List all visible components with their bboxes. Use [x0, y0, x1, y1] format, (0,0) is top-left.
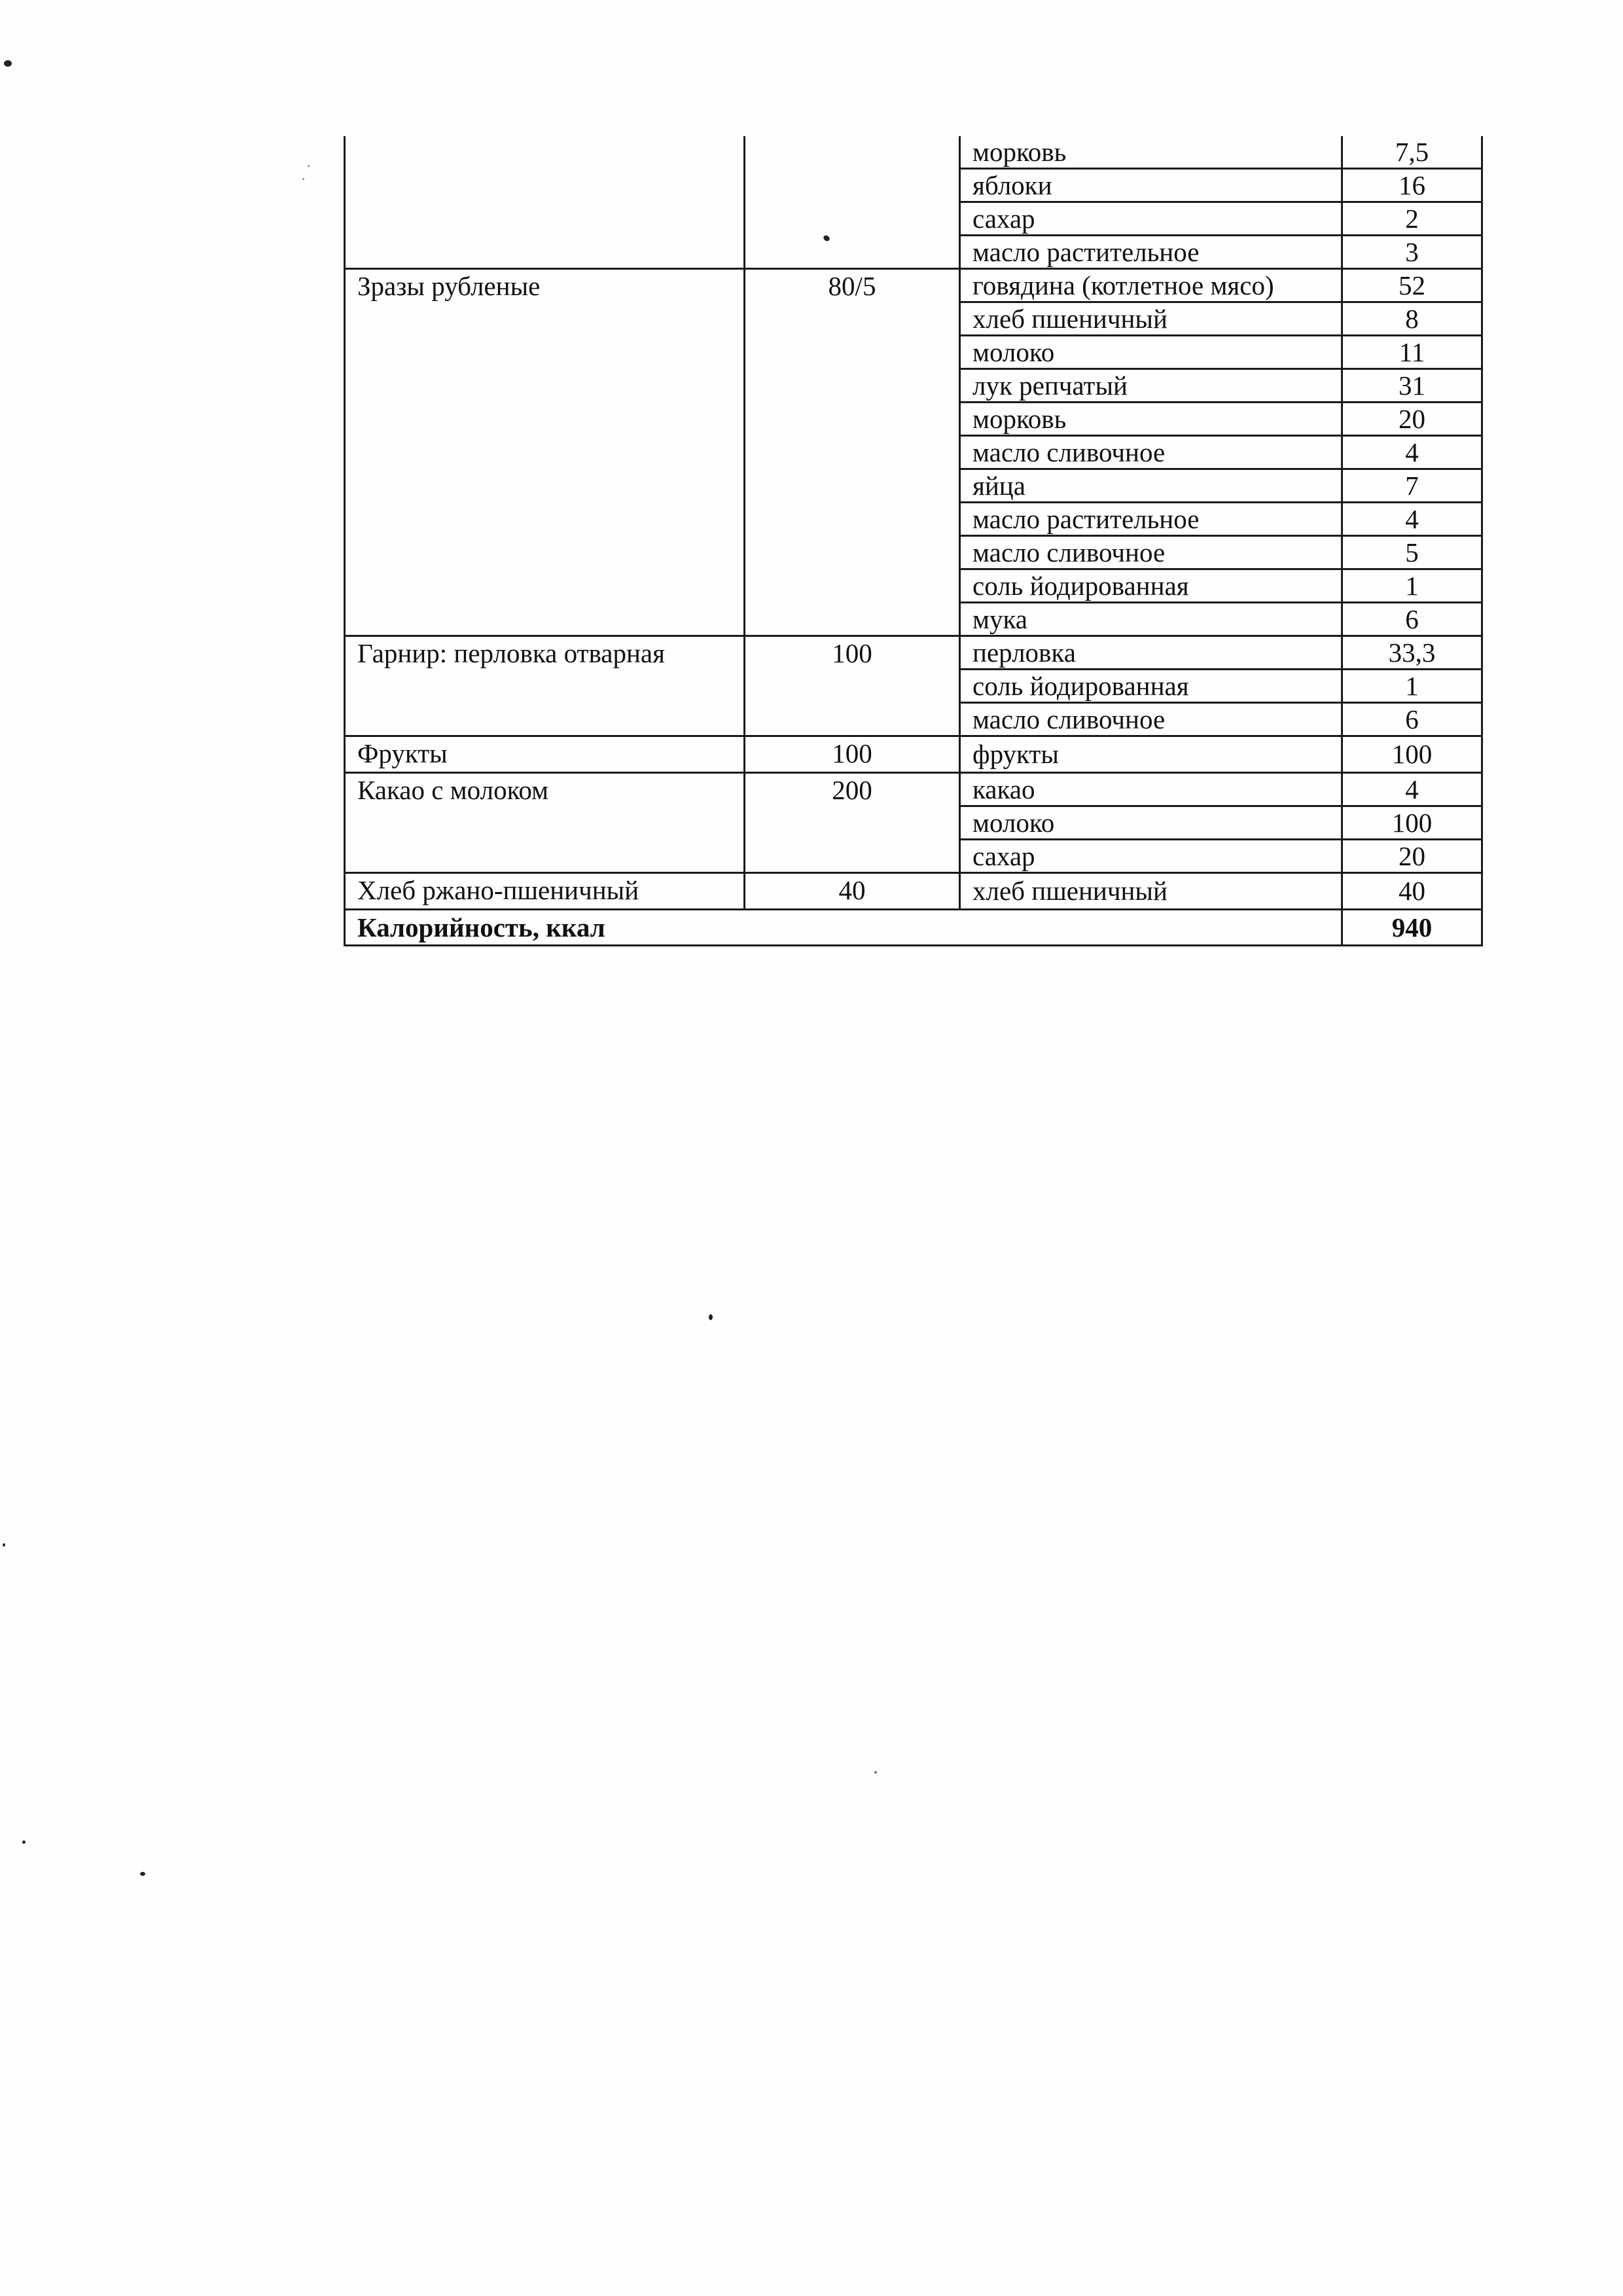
dish-name-cell: Какао с молоком	[345, 773, 745, 873]
ingredient-qty-cell: 4	[1342, 773, 1482, 806]
ingredient-qty-cell: 11	[1342, 336, 1482, 369]
scan-speck	[302, 178, 304, 180]
ingredient-name-cell: сахар	[960, 840, 1342, 873]
ingredient-name-cell: морковь	[960, 403, 1342, 436]
ingredient-qty-cell: 1	[1342, 670, 1482, 703]
dish-yield-cell: 200	[745, 773, 960, 873]
menu-table-body	[345, 136, 1482, 946]
scan-speck	[22, 1840, 26, 1844]
ingredient-name-cell: масло сливочное	[960, 703, 1342, 736]
table-row	[345, 636, 1482, 670]
ingredient-name-cell: яйца	[960, 469, 1342, 503]
ingredient-qty-cell: 7,5	[1342, 136, 1482, 169]
ingredient-qty-cell: 16	[1342, 169, 1482, 202]
scan-speck	[4, 60, 12, 67]
ingredient-qty-cell: 31	[1342, 369, 1482, 403]
table-row	[345, 773, 1482, 806]
ingredient-name-cell: соль йодированная	[960, 569, 1342, 603]
dish-yield-cell: 80/5	[745, 269, 960, 636]
ingredient-qty-cell: 52	[1342, 269, 1482, 302]
ingredient-name-cell: говядина (котлетное мясо)	[960, 269, 1342, 302]
ingredient-qty-cell: 4	[1342, 503, 1482, 536]
ingredient-name-cell: лук репчатый	[960, 369, 1342, 403]
ingredient-name-cell: хлеб пшеничный	[960, 302, 1342, 336]
dish-name-cell: Хлеб ржано-пшеничный	[345, 873, 745, 910]
scan-speck	[140, 1872, 145, 1876]
scan-speck	[308, 165, 310, 167]
ingredient-name-cell: молоко	[960, 336, 1342, 369]
ingredient-name-cell: масло растительное	[960, 236, 1342, 269]
ingredient-qty-cell: 1	[1342, 569, 1482, 603]
dish-yield-cell: 40	[745, 873, 960, 910]
calorie-value: 940	[1342, 910, 1482, 946]
total-row	[345, 910, 1482, 946]
ingredient-name-cell: перловка	[960, 636, 1342, 670]
ingredient-qty-cell: 4	[1342, 436, 1482, 469]
dish-name-cell: Зразы рубленые	[345, 269, 745, 636]
ingredient-qty-cell: 2	[1342, 202, 1482, 236]
ingredient-qty-cell: 20	[1342, 403, 1482, 436]
ingredient-qty-cell: 100	[1342, 806, 1482, 840]
ingredient-qty-cell: 8	[1342, 302, 1482, 336]
ingredient-name-cell: сахар	[960, 202, 1342, 236]
ingredient-qty-cell: 100	[1342, 736, 1482, 773]
scan-speck	[3, 1543, 5, 1547]
ingredient-qty-cell: 7	[1342, 469, 1482, 503]
dish-yield-cell: 100	[745, 736, 960, 773]
ingredient-name-cell: соль йодированная	[960, 670, 1342, 703]
ingredient-name-cell: молоко	[960, 806, 1342, 840]
table-row	[345, 873, 1482, 910]
ingredient-qty-cell: 6	[1342, 703, 1482, 736]
ingredient-name-cell: фрукты	[960, 736, 1342, 773]
ingredient-name-cell: масло сливочное	[960, 536, 1342, 569]
ingredient-name-cell: масло растительное	[960, 503, 1342, 536]
dish-name-cell: Гарнир: перловка отварная	[345, 636, 745, 736]
calorie-label: Калорийность, ккал	[345, 910, 1342, 946]
menu-table	[344, 136, 1483, 946]
ingredient-name-cell: морковь	[960, 136, 1342, 169]
ingredient-qty-cell: 20	[1342, 840, 1482, 873]
scan-speck	[709, 1314, 713, 1320]
table-row	[345, 269, 1482, 302]
ingredient-name-cell: хлеб пшеничный	[960, 873, 1342, 910]
ingredient-qty-cell: 40	[1342, 873, 1482, 910]
ingredient-name-cell: мука	[960, 603, 1342, 636]
scan-speck	[874, 1771, 877, 1774]
ingredient-name-cell: масло сливочное	[960, 436, 1342, 469]
table-row	[345, 736, 1482, 773]
ingredient-name-cell: яблоки	[960, 169, 1342, 202]
dish-name-cell: Фрукты	[345, 736, 745, 773]
ingredient-qty-cell: 5	[1342, 536, 1482, 569]
ingredient-qty-cell: 3	[1342, 236, 1482, 269]
dish-yield-cell: 100	[745, 636, 960, 736]
ingredient-qty-cell: 33,3	[1342, 636, 1482, 670]
table-row	[345, 136, 1482, 169]
dish-name-cell	[345, 136, 745, 269]
dish-yield-cell	[745, 136, 960, 269]
ingredient-name-cell: какао	[960, 773, 1342, 806]
ingredient-qty-cell: 6	[1342, 603, 1482, 636]
